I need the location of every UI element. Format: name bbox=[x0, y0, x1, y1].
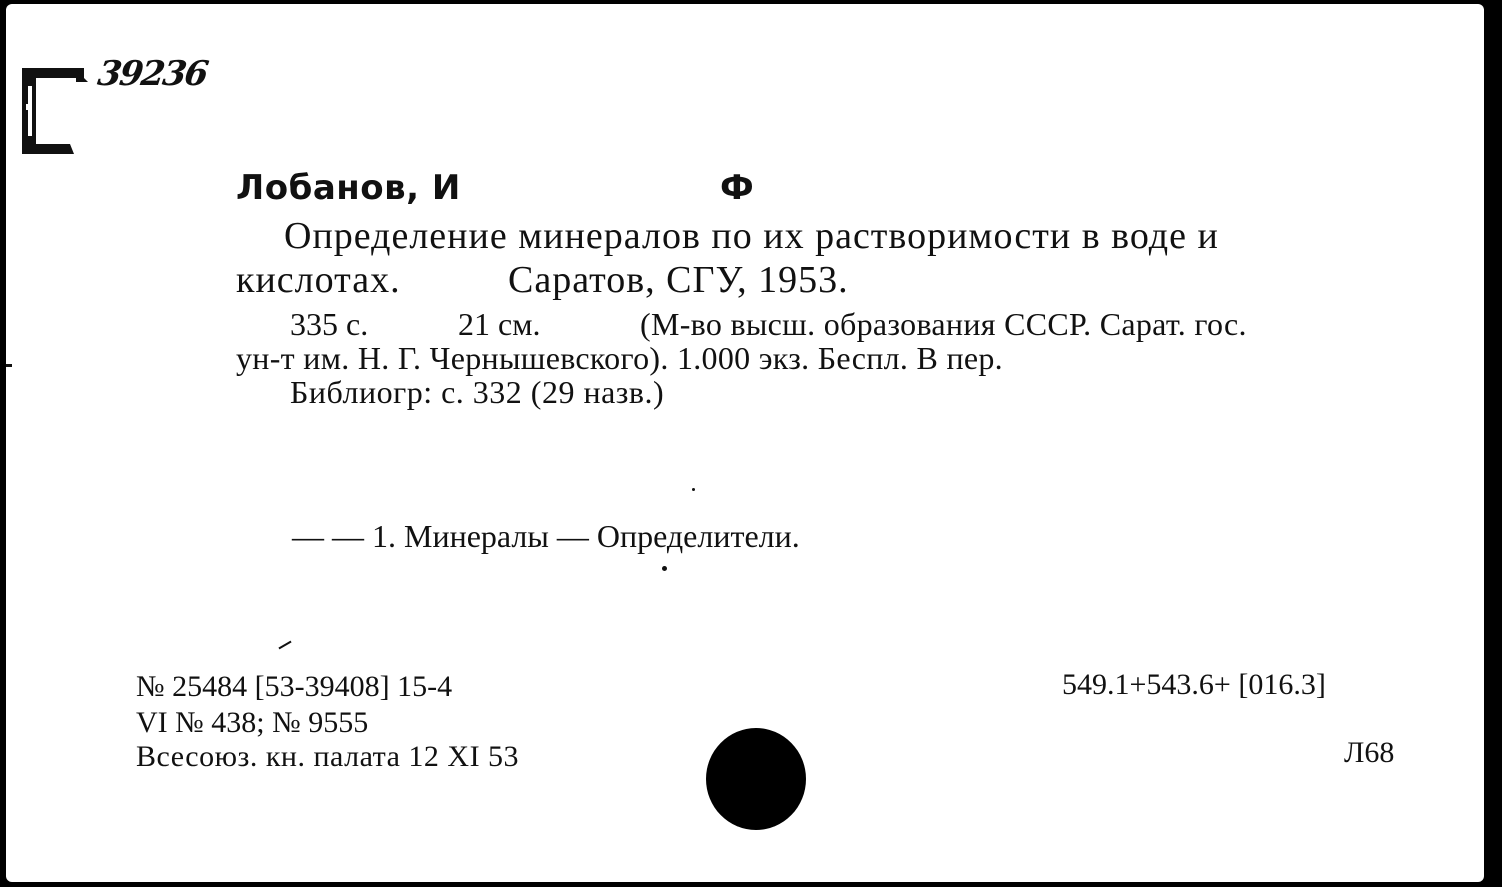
imprint: Саратов, СГУ, 1953. bbox=[508, 259, 849, 301]
ink-speck bbox=[278, 641, 291, 650]
title-line-2: кислотах. bbox=[236, 259, 401, 301]
chamber-imprint: Всесоюз. кн. палата 12 XI 53 bbox=[136, 740, 520, 773]
series-statement-cont: ун-т им. Н. Г. Чернышевского). 1.000 экз. Беспл. В пер. bbox=[236, 340, 1003, 376]
subject-heading: — — 1. Минералы — Определители. bbox=[292, 518, 800, 554]
card-number-line-1: № 25484 [53-39408] 15-4 bbox=[136, 670, 453, 703]
collation-pages: 335 с. bbox=[290, 306, 369, 342]
series-statement: (М-во высш. образования СССР. Сарат. гос. bbox=[640, 306, 1247, 342]
inventory-number-handwritten: 39236 bbox=[95, 54, 210, 94]
udc-classification: 549.1+543.6+ [016.3] bbox=[1062, 668, 1326, 701]
card-number-line-2: VI № 438; № 9555 bbox=[136, 706, 369, 739]
ink-speck bbox=[6, 364, 12, 367]
author-name: Лобанов, И bbox=[236, 168, 461, 208]
catalog-card bbox=[6, 4, 1484, 882]
ink-speck bbox=[692, 488, 695, 491]
library-stamp-icon bbox=[18, 64, 88, 160]
bibliography-note: Библиогр: с. 332 (29 назв.) bbox=[290, 374, 665, 410]
author-initial: Ф bbox=[720, 168, 754, 208]
collation-size: 21 см. bbox=[458, 306, 541, 342]
scan-edge bbox=[1484, 0, 1502, 887]
title-line-1: Определение минералов по их растворимости в воде и bbox=[284, 215, 1219, 257]
shelf-mark: Л68 bbox=[1344, 736, 1395, 769]
punch-hole bbox=[706, 728, 806, 830]
ink-speck bbox=[662, 566, 667, 571]
